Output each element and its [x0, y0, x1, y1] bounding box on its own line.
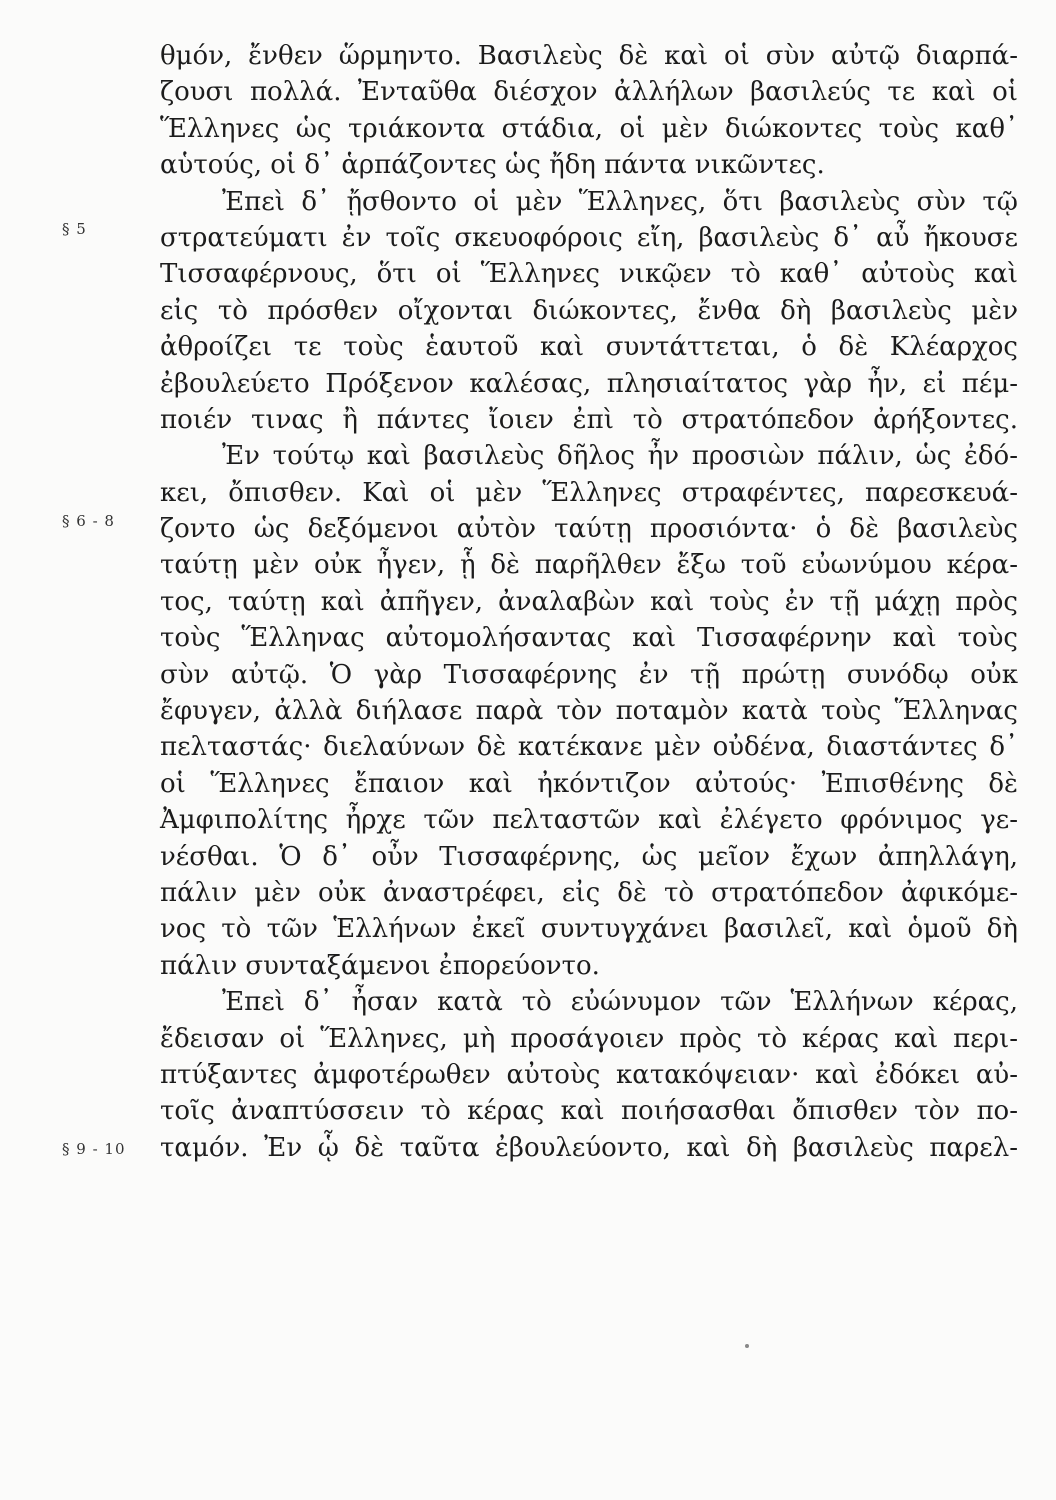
- text-line: ἀθροίζει τε τοὺς ἑαυτοῦ καὶ συντάττεται, ὁ δὲ Κλέαρχος: [160, 332, 1018, 363]
- text-line: Τισσαφέρνους, ὅτι οἱ Ἕλληνες νικῷεν τὸ καθ᾽ αὐτοὺς καὶ: [160, 259, 1018, 290]
- text-line: πτύξαντες ἀμφοτέρωθεν αὐτοὺς κατακόψειαν· καὶ ἐδόκει αὐ-: [160, 1059, 1018, 1090]
- margin-note-section-5: § 5: [62, 220, 87, 238]
- text-line: εἰς τὸ πρόσθεν οἴχονται διώκοντες, ἔνθα δὴ βασιλεὺς μὲν: [160, 295, 1018, 326]
- text-line: νέσθαι. Ὁ δ᾽ οὖν Τισσαφέρνης, ὡς μεῖον ἔχων ἀπηλλάγη,: [160, 841, 1018, 872]
- text-line: οἱ Ἕλληνες ἔπαιον καὶ ἠκόντιζον αὐτούς· Ἐπισθένης δὲ: [160, 768, 1018, 799]
- paragraph-start-line: Ἐπεὶ δ᾽ ᾔσθοντο οἱ μὲν Ἕλληνες, ὅτι βασιλεὺς σὺν τῷ: [222, 186, 1018, 217]
- text-line: ἔδεισαν οἱ Ἕλληνες, μὴ προσάγοιεν πρὸς τὸ κέρας καὶ περι-: [160, 1023, 1018, 1054]
- greek-text-body: [160, 38, 1018, 1166]
- text-line: τοὺς Ἕλληνας αὐτομολήσαντας καὶ Τισσαφέρνην καὶ τοὺς: [160, 623, 1018, 654]
- text-line: πάλιν μὲν οὐκ ἀναστρέφει, εἰς δὲ τὸ στρατόπεδον ἀφικόμε-: [160, 877, 1018, 908]
- paragraph-start-line: Ἐπεὶ δ᾽ ἦσαν κατὰ τὸ εὐώνυμον τῶν Ἑλλήνων κέρας,: [222, 987, 1018, 1018]
- ink-speck: [745, 1344, 749, 1348]
- text-line: Ἕλληνες ὡς τριάκοντα στάδια, οἱ μὲν διώκοντες τοὺς καθ᾽: [160, 113, 1018, 144]
- text-line: νος τὸ τῶν Ἑλλήνων ἐκεῖ συντυγχάνει βασιλεῖ, καὶ ὁμοῦ δὴ: [160, 914, 1018, 945]
- text-line: ἔφυγεν, ἀλλὰ διήλασε παρὰ τὸν ποταμὸν κατὰ τοὺς Ἕλληνας: [160, 696, 1018, 727]
- text-line: Ἀμφιπολίτης ἦρχε τῶν πελταστῶν καὶ ἐλέγετο φρόνιμος γε-: [160, 805, 1018, 836]
- text-line: κει, ὄπισθεν. Καὶ οἱ μὲν Ἕλληνες στραφέντες, παρεσκευά-: [160, 477, 1018, 508]
- text-line: ἐβουλεύετο Πρόξενον καλέσας, πλησιαίτατος γὰρ ἦν, εἰ πέμ-: [160, 368, 1018, 399]
- text-line: πάλιν συνταξάμενοι ἐπορεύοντο.: [160, 950, 600, 981]
- text-line: σὺν αὐτῷ. Ὁ γὰρ Τισσαφέρνης ἐν τῇ πρώτῃ συνόδῳ οὐκ: [160, 659, 1018, 690]
- margin-note-section-6-8: § 6 - 8: [62, 512, 115, 530]
- text-line: ταμόν. Ἐν ᾧ δὲ ταῦτα ἐβουλεύοντο, καὶ δὴ βασιλεὺς παρελ-: [160, 1132, 1018, 1163]
- text-line: ποιέν τινας ἢ πάντες ἴοιεν ἐπὶ τὸ στρατόπεδον ἀρήξοντες.: [160, 404, 1018, 435]
- text-line: στρατεύματι ἐν τοῖς σκευοφόροις εἴη, βασιλεὺς δ᾽ αὖ ἤκουσε: [160, 222, 1018, 253]
- text-line: ζουσι πολλά. Ἐνταῦθα διέσχον ἀλλήλων βασιλεύς τε καὶ οἱ: [160, 77, 1018, 108]
- text-line: ζοντο ὡς δεξόμενοι αὐτὸν ταύτῃ προσιόντα· ὁ δὲ βασιλεὺς: [160, 514, 1018, 545]
- text-line: αὑτούς, οἱ δ᾽ ἁρπάζοντες ὡς ἤδη πάντα νικῶντες.: [160, 150, 825, 181]
- text-line: θμόν, ἔνθεν ὥρμηντο. Βασιλεὺς δὲ καὶ οἱ σὺν αὐτῷ διαρπά-: [160, 41, 1018, 71]
- text-line: ταύτῃ μὲν οὐκ ἦγεν, ᾗ δὲ παρῆλθεν ἔξω τοῦ εὐωνύμου κέρα-: [160, 550, 1018, 581]
- margin-note-section-9-10: § 9 - 10: [62, 1140, 126, 1158]
- text-line: τος, ταύτῃ καὶ ἀπῆγεν, ἀναλαβὼν καὶ τοὺς ἐν τῇ μάχῃ πρὸς: [160, 586, 1018, 617]
- paragraph-start-line: Ἐν τούτῳ καὶ βασιλεὺς δῆλος ἦν προσιὼν πάλιν, ὡς ἐδό-: [222, 441, 1018, 472]
- text-line: πελταστάς· διελαύνων δὲ κατέκανε μὲν οὐδένα, διαστάντες δ᾽: [160, 732, 1018, 763]
- text-line: τοῖς ἀναπτύσσειν τὸ κέρας καὶ ποιήσασθαι ὄπισθεν τὸν πο-: [160, 1096, 1018, 1127]
